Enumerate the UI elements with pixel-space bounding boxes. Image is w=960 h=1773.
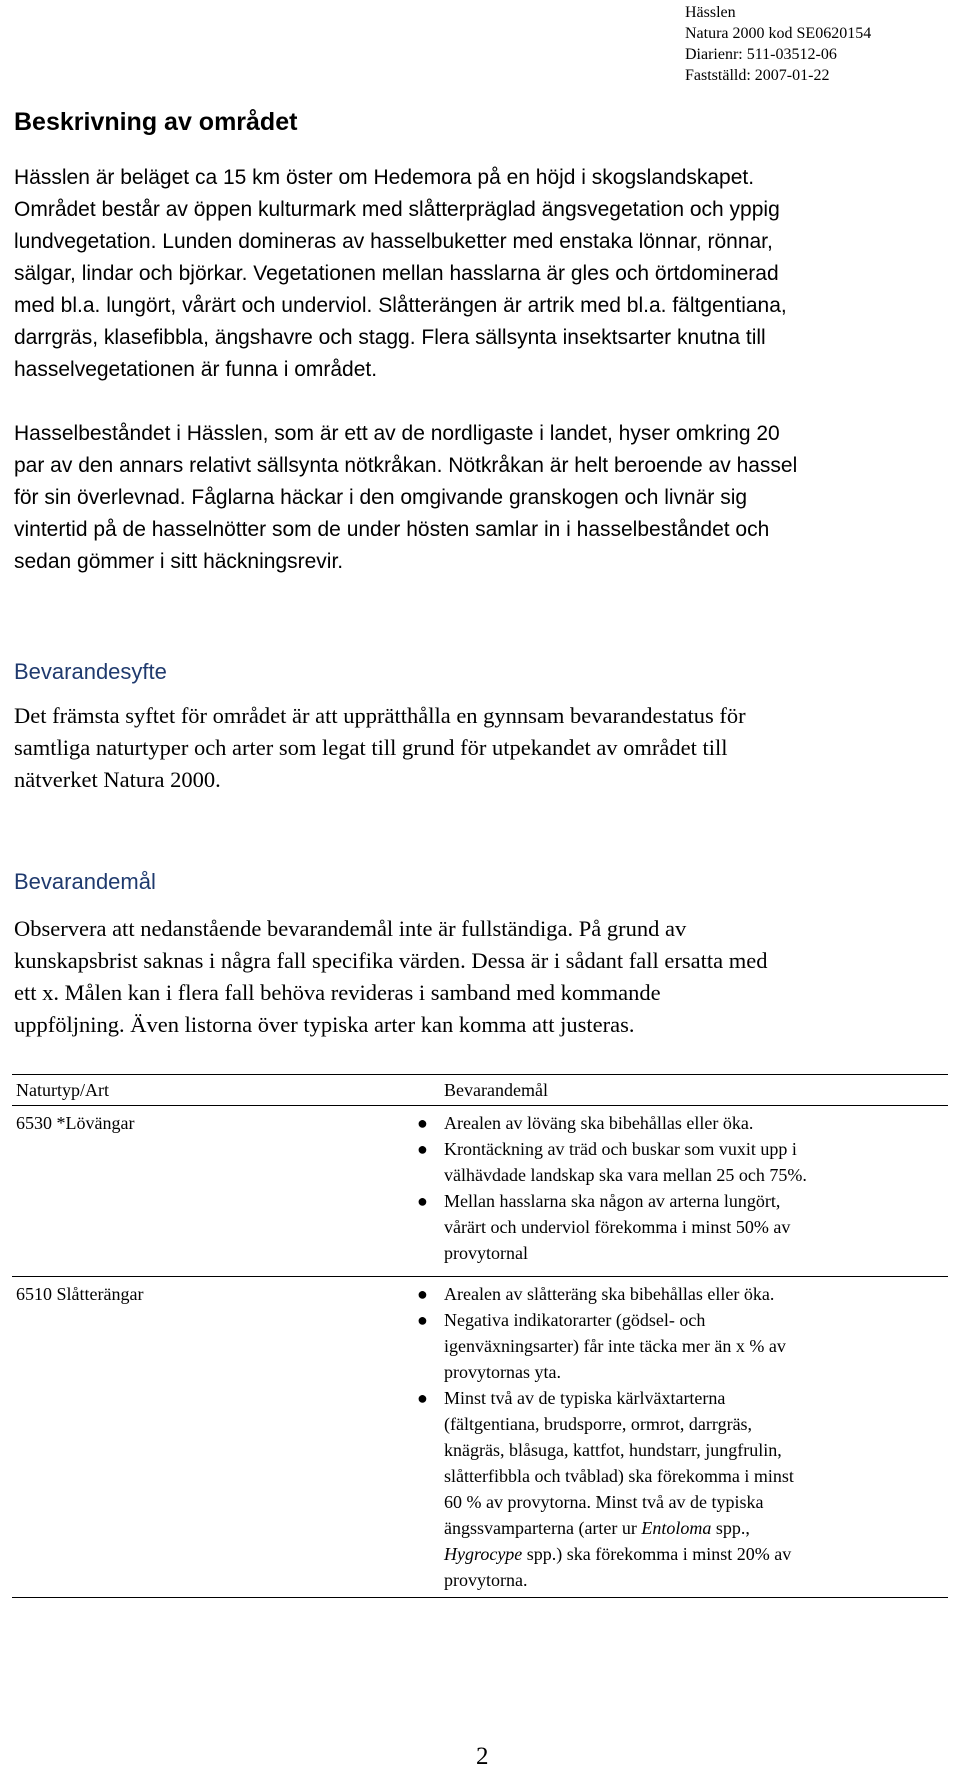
text-line: Det främsta syftet för området är att upprätthålla en gynnsam bevarandestatus för [14, 703, 746, 728]
text-line: med bl.a. lungört, vårärt och underviol. Slåtterängen är artrik med bl.a. fältgentiana, [14, 294, 787, 317]
text-line: Negativa indikatorarter (gödsel- och [444, 1310, 706, 1330]
header-natura-code: Natura 2000 kod SE0620154 [685, 25, 872, 42]
habitat-type-cell: 6510 Slåtterängar [16, 1284, 144, 1304]
text-line: provytornal [444, 1243, 528, 1263]
text-line: nätverket Natura 2000. [14, 767, 221, 792]
goals-heading: Bevarandemål [14, 869, 156, 894]
text-line: Hasselbeståndet i Hässlen, som är ett av de nordligaste i landet, hyser omkring 20 [14, 422, 780, 445]
text-line: Hässlen är beläget ca 15 km öster om Hedemora på en höjd i skogslandskapet. [14, 166, 755, 189]
text-line: vintertid på de hasselnötter som de under hösten samlar in i hasselbeståndet och [14, 518, 770, 541]
text-line: Mellan hasslarna ska någon av arterna lungört, [444, 1191, 781, 1211]
bullet-icon: ● [417, 1191, 428, 1211]
bullet-icon: ● [417, 1113, 428, 1133]
table-row [12, 1277, 948, 1598]
text-line: Krontäckning av träd och buskar som vuxit upp i [444, 1139, 797, 1159]
text-line: vårärt och underviol förekomma i minst 50% av [444, 1217, 791, 1237]
bullet-icon: ● [417, 1310, 428, 1330]
bullet-icon: ● [417, 1139, 428, 1159]
goal-item [417, 1281, 948, 1307]
text-line: (fältgentiana, brudsporre, ormrot, darrgräs, [444, 1414, 753, 1434]
text-line: provytornas yta. [444, 1362, 561, 1382]
goal-list [417, 1281, 948, 1593]
text-line: Hygrocype spp.) ska förekomma i minst 20% av [444, 1544, 792, 1564]
text-line: 60 % av provytorna. Minst två av de typiska [444, 1492, 764, 1512]
text-line: slåtterfibbla och tvåblad) ska förekomma i minst [444, 1466, 794, 1486]
text-line: Arealen av slåtteräng ska bibehållas eller öka. [444, 1284, 775, 1304]
text-line: välhävdade landskap ska vara mellan 25 och 75%. [444, 1165, 807, 1185]
goal-item [417, 1385, 948, 1593]
goal-item [417, 1136, 948, 1188]
header-site-name: Hässlen [685, 4, 736, 21]
text-line: ängssvamparterna (arter ur Entoloma spp., [444, 1518, 750, 1538]
header-conservation-goal: Bevarandemål [444, 1080, 548, 1100]
conservation-goals-table [12, 1074, 948, 1598]
text-line: sälgar, lindar och björkar. Vegetationen mellan hasslarna är gles och örtdominerad [14, 262, 779, 285]
description-paragraph-1 [14, 162, 787, 386]
text-line: Minst två av de typiska kärlväxtarterna [444, 1388, 726, 1408]
text-line: Arealen av löväng ska bibehållas eller öka. [444, 1113, 754, 1133]
text-line: par av den annars relativt sällsynta nötkråkan. Nötkråkan är helt beroende av hassel [14, 454, 798, 477]
text-line: ett x. Målen kan i flera fall behöva revideras i samband med kommande [14, 980, 661, 1005]
description-heading: Beskrivning av området [14, 108, 298, 136]
text-line: Observera att nedanstående bevarandemål inte är fullständiga. På grund av [14, 916, 687, 941]
header-faststalld: Fastställd: 2007-01-22 [685, 67, 830, 84]
habitat-type-cell: 6530 *Lövängar [16, 1113, 135, 1133]
description-paragraph-2 [14, 418, 797, 578]
bullet-icon: ● [417, 1388, 428, 1408]
table-row [12, 1106, 948, 1277]
text-line: lundvegetation. Lunden domineras av hasselbuketter med enstaka lönnar, rönnar, [14, 230, 773, 253]
goal-item [417, 1188, 948, 1266]
text-line: igenväxningsarter) får inte täcka mer än x % av [444, 1336, 786, 1356]
goal-list [417, 1110, 948, 1266]
text-line: darrgräs, klasefibbla, ängshavre och stagg. Flera sällsynta insektsarter knutna till [14, 326, 766, 349]
goal-item [417, 1110, 948, 1136]
text-line: samtliga naturtyper och arter som legat till grund för utpekandet av området till [14, 735, 728, 760]
text-line: provytorna. [444, 1570, 528, 1590]
goal-item [417, 1307, 948, 1385]
header-habitat-type: Naturtyp/Art [16, 1080, 109, 1100]
text-line: Området består av öppen kulturmark med slåtterpräglad ängsvegetation och yppig [14, 198, 780, 221]
purpose-paragraph [14, 700, 746, 796]
text-line: uppföljning. Även listorna över typiska arter kan komma att justeras. [14, 1012, 635, 1037]
goals-paragraph [14, 913, 768, 1041]
header-diarienr: Diarienr: 511-03512-06 [685, 46, 837, 63]
text-line: knägräs, blåsuga, kattfot, hundstarr, jungfrulin, [444, 1440, 782, 1460]
text-line: sedan gömmer i sitt häckningsrevir. [14, 550, 344, 573]
text-line: kunskapsbrist saknas i några fall specifika värden. Dessa är i sådant fall ersatta med [14, 948, 768, 973]
text-line: för sin överlevnad. Fåglarna häckar i den omgivande granskogen och livnär sig [14, 486, 748, 509]
bullet-icon: ● [417, 1284, 428, 1304]
page-number: 2 [476, 1743, 489, 1770]
document-header [685, 2, 871, 86]
text-line: hasselvegetationen är funna i området. [14, 358, 378, 381]
purpose-heading: Bevarandesyfte [14, 659, 167, 684]
table-header-row [12, 1074, 948, 1106]
